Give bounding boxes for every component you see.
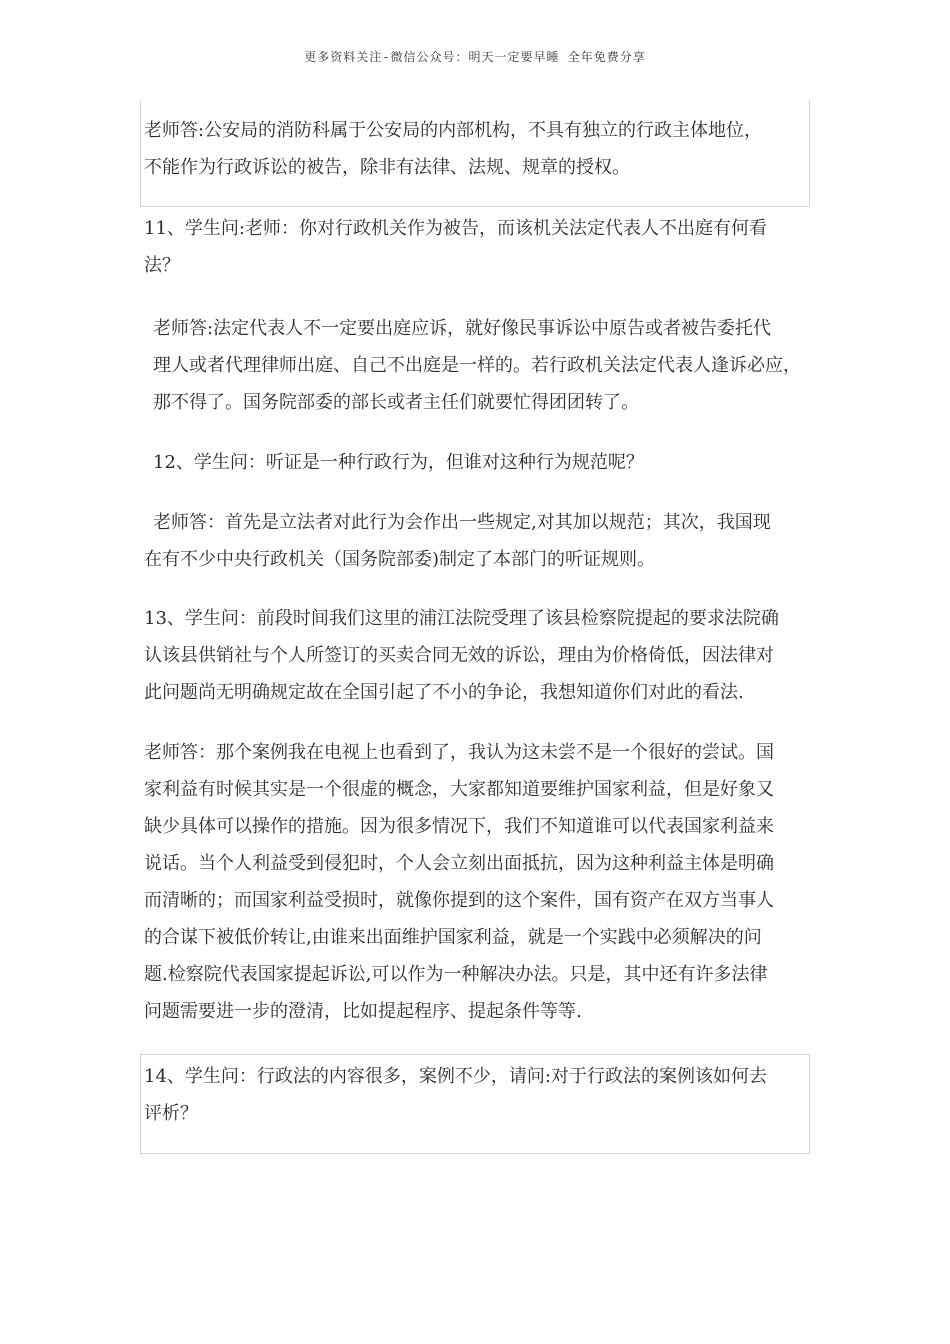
text-line: 老师答:法定代表人不一定要出庭应诉，就好像民事诉讼中原告或者被告委托代: [153, 318, 772, 339]
text-line: 问题需要进一步的澄清，比如提起程序、提起条件等等.: [144, 1001, 582, 1022]
text-line: 在有不少中央行政机关（国务院部委)制定了本部门的听证规则。: [144, 549, 656, 570]
question-14: [144, 1058, 812, 1132]
text-line: 评析？: [144, 1103, 198, 1124]
answer-13: [144, 734, 812, 1030]
text-line: 那不得了。国务院部委的部长或者主任们就要忙得团团转了。: [153, 392, 639, 413]
text-line: 老师答:公安局的消防科属于公安局的内部机构，不具有独立的行政主体地位，: [144, 120, 763, 141]
text-line: 老师答：首先是立法者对此行为会作出一些规定,对其加以规范；其次，我国现: [153, 512, 771, 533]
text-line: 法？: [144, 255, 180, 276]
text-line: 认该县供销社与个人所签订的买卖合同无效的诉讼，理由为价格倚低，因法律对: [144, 645, 774, 666]
text-line: 家利益有时候其实是一个很虚的概念，大家都知道要维护国家利益，但是好象又: [144, 779, 774, 800]
text-line: 不能作为行政诉讼的被告，除非有法律、法规、规章的授权。: [144, 157, 630, 178]
answer-12: [144, 504, 812, 578]
text-line: 此问题尚无明确规定故在全国引起了不小的争论，我想知道你们对此的看法.: [144, 682, 744, 703]
text-line: 的合谋下被低价转让,由谁来出面维护国家利益，就是一个实践中必须解决的问: [144, 927, 762, 948]
text-line: 说话。当个人利益受到侵犯时，个人会立刻出面抵抗，因为这种利益主体是明确: [144, 853, 774, 874]
question-11: [144, 210, 812, 284]
text-line: 而清晰的；而国家利益受损时，就像你提到的这个案件，国有资产在双方当事人: [144, 890, 774, 911]
text-line: 14、学生问：行政法的内容很多，案例不少，请问:对于行政法的案例该如何去: [144, 1066, 767, 1087]
text-line: 缺少具体可以操作的措施。因为很多情况下，我们不知道谁可以代表国家利益来: [144, 816, 774, 837]
question-13: [144, 600, 812, 711]
text-line: 11、学生问:老师：你对行政机关作为被告，而该机关法定代表人不出庭有何看: [144, 218, 767, 239]
page-header: 更多资料关注-微信公众号：明天一定要早睡 全年免费分享: [304, 50, 646, 64]
answer-11: [144, 310, 812, 421]
answer-10: [144, 112, 812, 186]
text-line: 题.检察院代表国家提起诉讼,可以作为一种解决办法。只是，其中还有许多法律: [144, 964, 768, 985]
text-line: 12、学生问：听证是一种行政行为，但谁对这种行为规范呢？: [153, 452, 644, 473]
text-line: 老师答：那个案例我在电视上也看到了，我认为这未尝不是一个很好的尝试。国: [144, 742, 774, 763]
text-line: 理人或者代理律师出庭、自己不出庭是一样的。若行政机关法定代表人逢诉必应，: [153, 355, 801, 376]
text-line: 13、学生问：前段时间我们这里的浦江法院受理了该县检察院提起的要求法院确: [144, 608, 779, 629]
question-12: [144, 444, 812, 481]
